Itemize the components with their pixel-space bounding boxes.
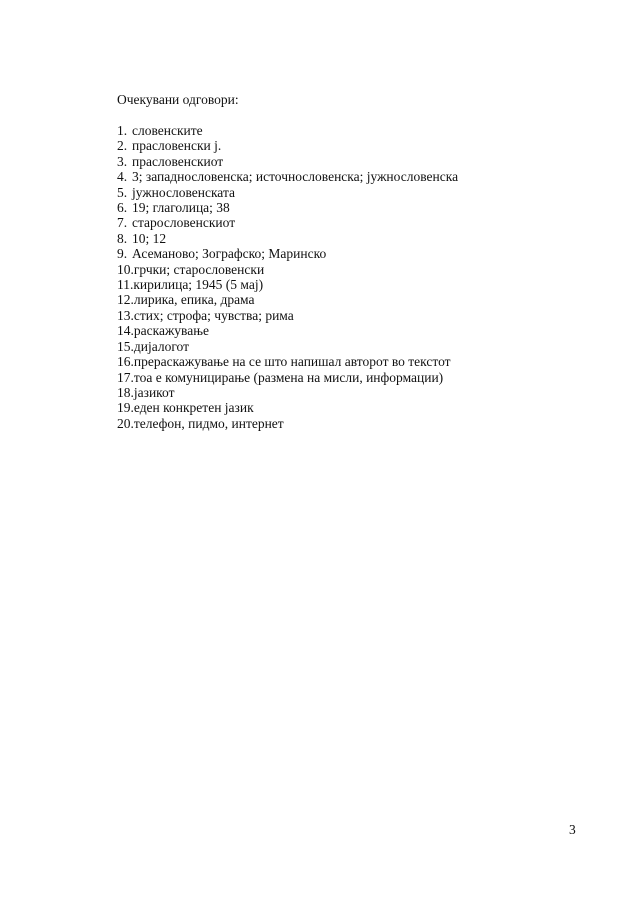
item-number: 14. (117, 323, 134, 339)
list-item (117, 231, 458, 246)
item-text: раскажување (133, 323, 209, 339)
item-text: словенските (132, 123, 203, 138)
item-text: старословенскиот (132, 215, 236, 231)
item-text: јужнословенската (132, 184, 235, 200)
item-number: 12. (117, 292, 134, 308)
list-item (117, 123, 458, 138)
item-text: Асеманово; Зографско; Маринско (132, 246, 327, 262)
item-text: тоа е комуницирање (размена на мисли, информации) (133, 369, 444, 385)
item-number: 9. (117, 246, 128, 262)
item-text: кирилица; 1945 (5 мај) (133, 277, 264, 293)
item-number: 20. (117, 415, 134, 431)
item-number: 16. (117, 354, 134, 370)
list-item (117, 339, 458, 354)
list-item (117, 354, 458, 369)
item-text: телефон, пидмо, интернет (133, 415, 284, 431)
list-item (117, 277, 458, 292)
item-text: 10; 12 (132, 230, 167, 246)
item-text: прасловенскиот (132, 153, 224, 169)
answers-heading: Очекувани одговори: (117, 92, 239, 107)
item-number: 18. (117, 384, 134, 400)
item-text: јазикот (133, 384, 175, 400)
list-item (117, 400, 458, 415)
item-number: 15. (117, 338, 134, 354)
item-number: 11. (117, 277, 134, 293)
item-text: 3; западнословенска; источнословенска; јужнословенска (132, 169, 459, 185)
item-text: стих; строфа; чувства; рима (133, 307, 294, 323)
item-number: 4. (117, 169, 128, 185)
item-text: прасловенски ј. (132, 138, 222, 154)
item-text: дијалогот (133, 338, 189, 354)
item-number: 3. (117, 153, 128, 169)
item-number: 10. (117, 261, 134, 277)
list-item (117, 154, 458, 169)
item-number: 2. (117, 138, 128, 154)
list-item (117, 185, 458, 200)
list-item (117, 262, 458, 277)
item-text: еден конкретен јазик (133, 400, 254, 416)
list-item (117, 292, 458, 307)
item-text: прераскажување на се што напишал авторот во текстот (133, 354, 451, 370)
list-item (117, 246, 458, 261)
item-text: лирика, епика, драма (133, 292, 255, 308)
item-number: 7. (117, 215, 128, 231)
list-item (117, 169, 458, 184)
item-number: 8. (117, 230, 128, 246)
list-item (117, 416, 458, 431)
list-item (117, 138, 458, 153)
answers-list (117, 123, 458, 431)
item-number: 5. (117, 184, 128, 200)
list-item (117, 385, 458, 400)
item-number: 1. (117, 123, 128, 138)
list-item (117, 370, 458, 385)
list-item (117, 308, 458, 323)
list-item (117, 215, 458, 230)
item-number: 19. (117, 400, 134, 416)
page-number: 3 (569, 822, 576, 837)
list-item (117, 200, 458, 215)
item-text: 19; глаголица; 38 (132, 200, 230, 216)
list-item (117, 323, 458, 338)
item-text: грчки; старословенски (133, 261, 265, 277)
item-number: 13. (117, 307, 134, 323)
item-number: 6. (117, 200, 128, 216)
item-number: 17. (117, 369, 134, 385)
